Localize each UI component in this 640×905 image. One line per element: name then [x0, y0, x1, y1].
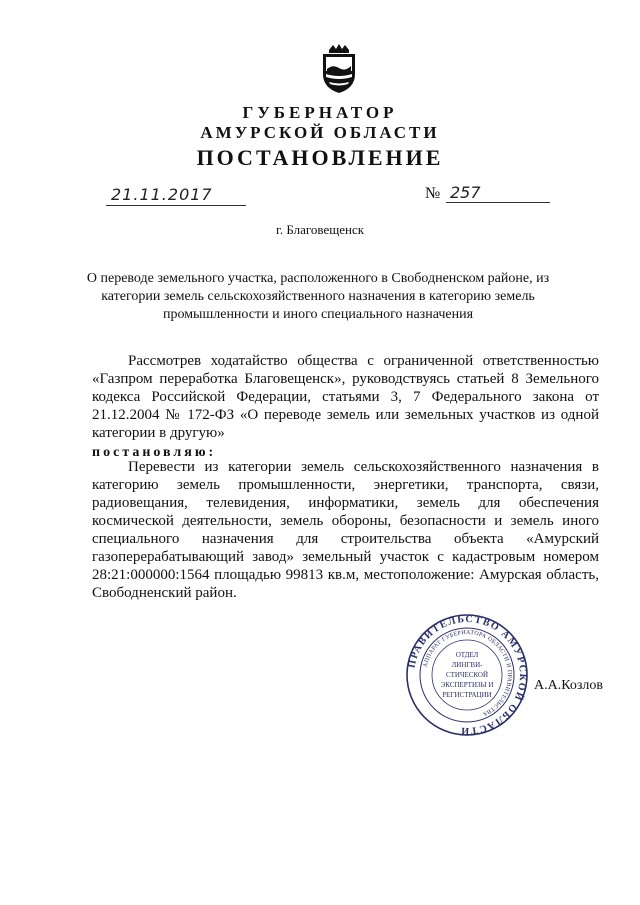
amur-region-emblem-icon [317, 44, 361, 94]
body-paragraph-decision: Перевести из категории земель сельскохозяйственного назначения в категорию земель промышленности, энергетики, транспорта, связи, радиовещания, телевидения, информатики, земель для обеспечения космической деятельности, земель обороны, безопасности и земель иного специального назначения для строительства объекта «Амурский газоперерабатывающий завод» земельный участок с кадастровым номером 28:21:000000:1564 площадью 99813 кв.м, местоположение: Амурская область, Свободненский район. [92, 459, 599, 601]
stamp-center-line: РЕГИСТРАЦИИ [442, 691, 492, 699]
document-type-title: ПОСТАНОВЛЕНИЕ [196, 145, 444, 170]
signatory-name: А.А.Козлов [534, 678, 603, 693]
city-line: г. Благовещенск [275, 222, 365, 237]
stamp-center-line: ЭКСПЕРТИЗЫ И [440, 681, 494, 689]
stamp-inner-ring-text: АППАРАТ ГУБЕРНАТОРА ОБЛАСТИ И ПРАВИТЕЛЬСТВА [422, 629, 513, 717]
document-number: 257 [450, 183, 481, 202]
header-title-governor: ГУБЕРНАТОР [242, 103, 398, 122]
stamp-center-line: ОТДЕЛ [455, 651, 479, 659]
body-paragraph-preamble: Рассмотрев ходатайство общества с ограниченной ответственностью «Газпром переработка Благовещенск», руководствуясь статьей 8 Земельного кодекса Российской Федерации, статьями 3, 7 Федерального закона от 21.12.2004 № 172-ФЗ «О переводе земель или земельных участков из одной категории в другую» [92, 353, 599, 441]
document-subject: О переводе земельного участка, расположенного в Свободненском районе, из категории земель сельскохозяйственного назначения в категорию земель промышленности и иного специального назначения [86, 271, 550, 322]
header-title-region: АМУРСКОЙ ОБЛАСТИ [200, 123, 440, 142]
document-date: 21.11.2017 [111, 185, 213, 204]
number-sign: № [425, 185, 441, 202]
decree-word: постановляю: [92, 445, 217, 460]
date-underline [106, 205, 246, 206]
stamp-outer-text: ПРАВИТЕЛЬСТВО АМУРСКОЙ ОБЛАСТИ [406, 613, 529, 737]
number-underline [446, 202, 550, 203]
stamp-center-line: СТИЧЕСКОЙ [445, 671, 489, 679]
stamp-center-line: ЛИНГВИ- [451, 661, 483, 669]
official-seal-stamp [405, 613, 529, 737]
